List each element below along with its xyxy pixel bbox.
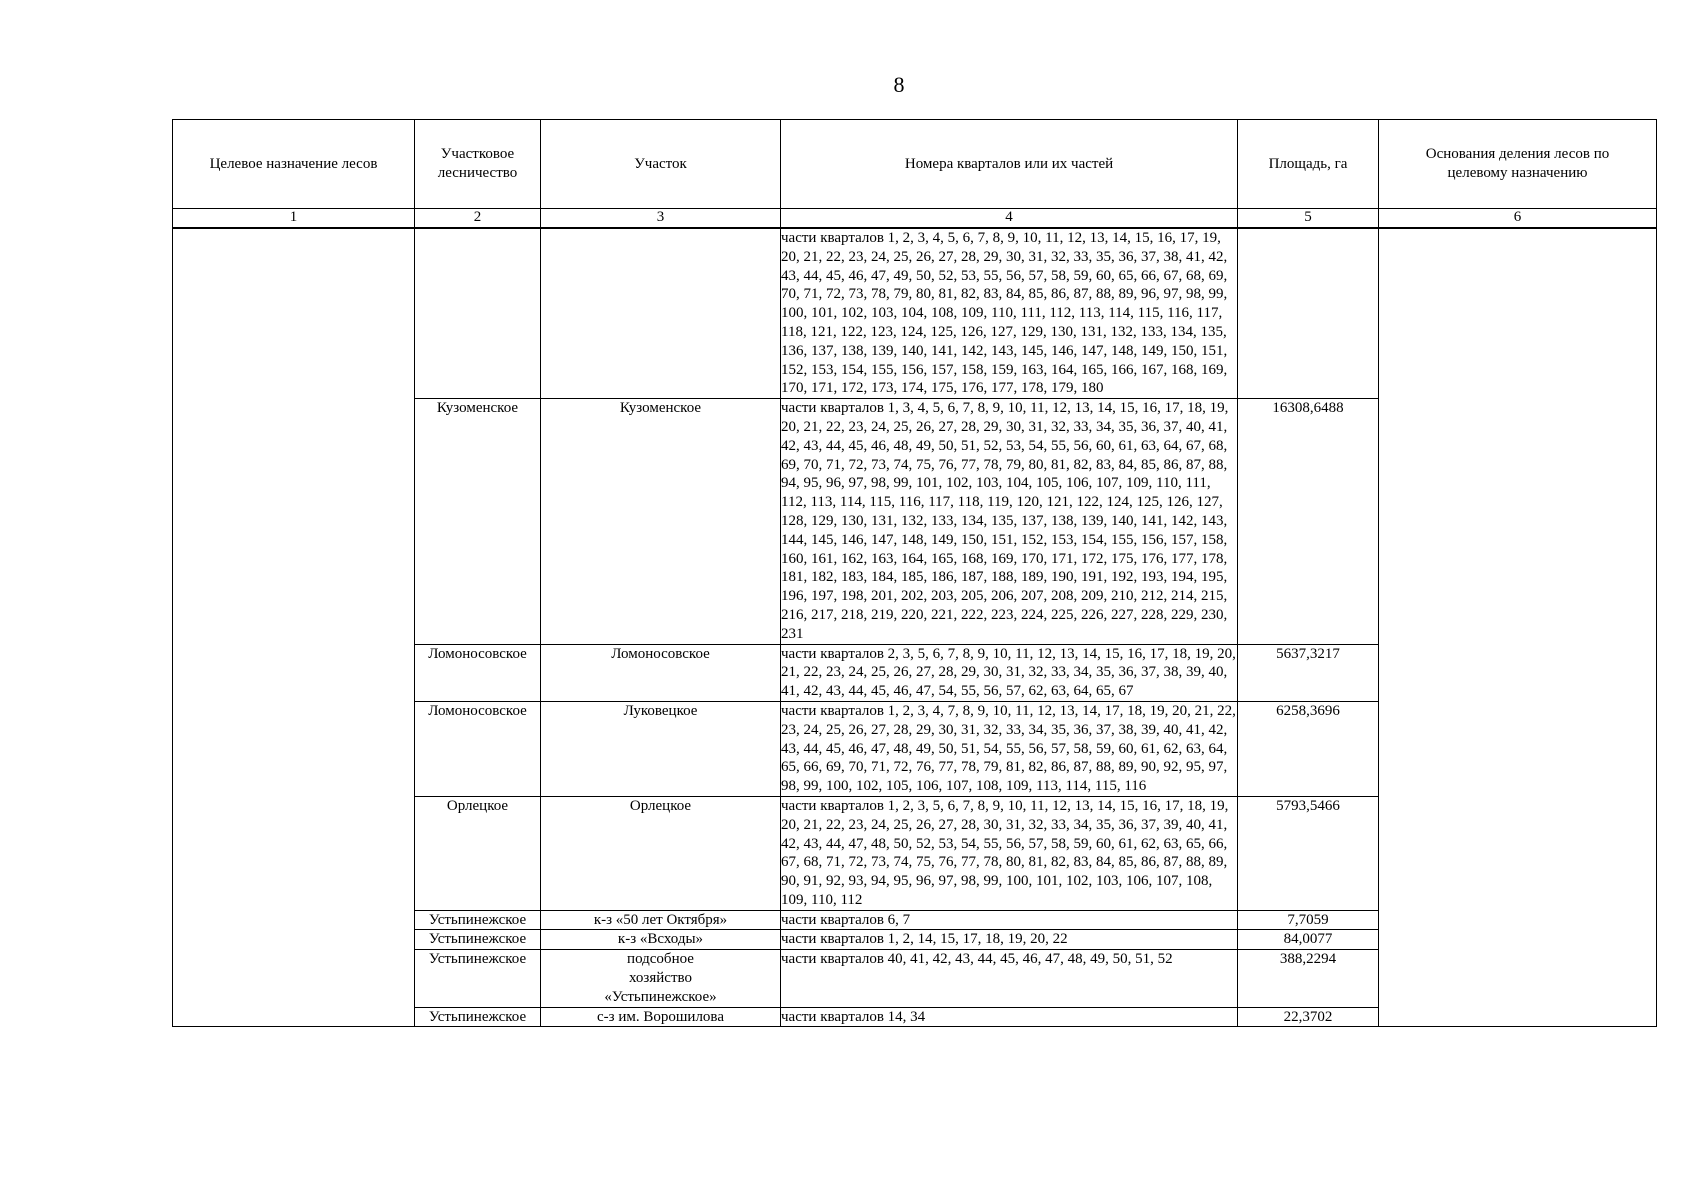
header-basis: Основания деления лесов по целевому назначению [1379, 120, 1657, 209]
quarters-cell: части кварталов 1, 2, 3, 4, 7, 8, 9, 10, 11, 12, 13, 14, 17, 18, 19, 20, 21, 22, 23, 24, 25, 26, 27, 28, 29, 30, 31, 32, 33, 34, 35, 36, 37, 38, 39, 40, 41, 42, 43, 44, 45, 46, 47, 48, 49, 50, 51, 54, 55, 56, 57, 58, 59, 60, 61, 62, 63, 64, 65, 66, 69, 70, 71, 72, 76, 77, 78, 79, 81, 82, 86, 87, 88, 89, 90, 92, 95, 97, 98, 99, 100, 102, 105, 106, 107, 108, 109, 113, 114, 115, 116 [781, 701, 1238, 796]
forestry-cell: Ломоносовское [415, 701, 541, 796]
area-cell: 5793,5466 [1238, 796, 1379, 910]
forestry-cell: Ломоносовское [415, 644, 541, 701]
forest-division-table [172, 119, 1657, 1027]
basis-cell [1379, 228, 1657, 1027]
header-forestry: Участковое лесничество [415, 120, 541, 209]
column-number: 6 [1379, 209, 1657, 229]
forestry-cell: Орлецкое [415, 796, 541, 910]
plot-cell: Кузоменское [541, 399, 781, 644]
plot-cell: к-з «Всходы» [541, 930, 781, 950]
plot-cell: Ломоносовское [541, 644, 781, 701]
column-number: 4 [781, 209, 1238, 229]
quarters-cell: части кварталов 40, 41, 42, 43, 44, 45, 46, 47, 48, 49, 50, 51, 52 [781, 950, 1238, 1007]
area-cell: 388,2294 [1238, 950, 1379, 1007]
page-number: 8 [893, 72, 905, 97]
quarters-cell: части кварталов 2, 3, 5, 6, 7, 8, 9, 10, 11, 12, 13, 14, 15, 16, 17, 18, 19, 20, 21, 22, 23, 24, 25, 26, 27, 28, 29, 30, 31, 32, 33, 34, 35, 36, 37, 38, 39, 40, 41, 42, 43, 44, 45, 46, 47, 54, 55, 56, 57, 62, 63, 64, 65, 67 [781, 644, 1238, 701]
quarters-cell: части кварталов 1, 2, 3, 5, 6, 7, 8, 9, 10, 11, 12, 13, 14, 15, 16, 17, 18, 19, 20, 21, 22, 23, 24, 25, 26, 27, 28, 30, 31, 32, 33, 34, 35, 36, 37, 39, 40, 41, 42, 43, 44, 47, 48, 50, 52, 53, 54, 55, 56, 57, 58, 59, 60, 61, 62, 63, 65, 66, 67, 68, 71, 72, 73, 74, 75, 76, 77, 78, 80, 81, 82, 83, 84, 85, 86, 87, 88, 89, 90, 91, 92, 93, 94, 95, 96, 97, 98, 99, 100, 101, 102, 103, 106, 107, 108, 109, 110, 112 [781, 796, 1238, 910]
forestry-cell: Устьпинежское [415, 930, 541, 950]
quarters-cell: части кварталов 6, 7 [781, 910, 1238, 930]
forestry-cell: Устьпинежское [415, 910, 541, 930]
area-cell: 7,7059 [1238, 910, 1379, 930]
header-row [173, 120, 1657, 209]
area-cell: 22,3702 [1238, 1007, 1379, 1027]
plot-cell: Орлецкое [541, 796, 781, 910]
column-number-row [173, 209, 1657, 229]
purpose-cell [173, 228, 415, 1027]
area-cell: 6258,3696 [1238, 701, 1379, 796]
plot-cell: с-з им. Ворошилова [541, 1007, 781, 1027]
table-row [173, 228, 1657, 399]
quarters-cell: части кварталов 1, 2, 14, 15, 17, 18, 19, 20, 22 [781, 930, 1238, 950]
header-purpose: Целевое назначение лесов [173, 120, 415, 209]
column-number: 2 [415, 209, 541, 229]
area-cell: 5637,3217 [1238, 644, 1379, 701]
header-plot: Участок [541, 120, 781, 209]
plot-cell [541, 228, 781, 399]
column-number: 5 [1238, 209, 1379, 229]
area-cell [1238, 228, 1379, 399]
area-cell: 84,0077 [1238, 930, 1379, 950]
quarters-cell: части кварталов 1, 2, 3, 4, 5, 6, 7, 8, 9, 10, 11, 12, 13, 14, 15, 16, 17, 19, 20, 21, 22, 23, 24, 25, 26, 27, 28, 29, 30, 31, 32, 33, 35, 36, 37, 38, 41, 42, 43, 44, 45, 46, 47, 49, 50, 52, 53, 55, 56, 57, 58, 59, 60, 65, 66, 67, 68, 69, 70, 71, 72, 73, 78, 79, 80, 81, 82, 83, 84, 85, 86, 87, 88, 89, 96, 97, 98, 99, 100, 101, 102, 103, 104, 108, 109, 110, 111, 112, 113, 114, 115, 116, 117, 118, 121, 122, 123, 124, 125, 126, 127, 129, 130, 131, 132, 133, 134, 135, 136, 137, 138, 139, 140, 141, 142, 143, 145, 146, 147, 148, 149, 150, 151, 152, 153, 154, 155, 156, 157, 158, 159, 163, 164, 165, 166, 167, 168, 169, 170, 171, 172, 173, 174, 175, 176, 177, 178, 179, 180 [781, 228, 1238, 399]
column-number: 3 [541, 209, 781, 229]
header-area: Площадь, га [1238, 120, 1379, 209]
header-quarters: Номера кварталов или их частей [781, 120, 1238, 209]
forestry-cell [415, 228, 541, 399]
plot-cell: к-з «50 лет Октября» [541, 910, 781, 930]
quarters-cell: части кварталов 1, 3, 4, 5, 6, 7, 8, 9, 10, 11, 12, 13, 14, 15, 16, 17, 18, 19, 20, 21, 22, 23, 24, 25, 26, 27, 28, 29, 30, 31, 32, 33, 34, 35, 36, 37, 40, 41, 42, 43, 44, 45, 46, 48, 49, 50, 51, 52, 53, 54, 55, 56, 60, 61, 63, 64, 67, 68, 69, 70, 71, 72, 73, 74, 75, 76, 77, 78, 79, 80, 81, 82, 83, 84, 85, 86, 87, 88, 94, 95, 96, 97, 98, 99, 101, 102, 103, 104, 105, 106, 107, 109, 110, 111, 112, 113, 114, 115, 116, 117, 118, 119, 120, 121, 122, 124, 125, 126, 127, 128, 129, 130, 131, 132, 133, 134, 135, 137, 138, 139, 140, 141, 142, 143, 144, 145, 146, 147, 148, 149, 150, 151, 152, 153, 154, 155, 156, 157, 158, 160, 161, 162, 163, 164, 165, 168, 169, 170, 171, 172, 175, 176, 177, 178, 181, 182, 183, 184, 185, 186, 187, 188, 189, 190, 191, 192, 193, 194, 195, 196, 197, 198, 201, 202, 203, 205, 206, 207, 208, 209, 210, 212, 214, 215, 216, 217, 218, 219, 220, 221, 222, 223, 224, 225, 226, 227, 228, 229, 230, 231 [781, 399, 1238, 644]
plot-cell: Луковецкое [541, 701, 781, 796]
area-cell: 16308,6488 [1238, 399, 1379, 644]
forestry-cell: Кузоменское [415, 399, 541, 644]
plot-cell: подсобное хозяйство «Устьпинежское» [541, 950, 781, 1007]
forestry-cell: Устьпинежское [415, 950, 541, 1007]
quarters-cell: части кварталов 14, 34 [781, 1007, 1238, 1027]
forestry-cell: Устьпинежское [415, 1007, 541, 1027]
column-number: 1 [173, 209, 415, 229]
